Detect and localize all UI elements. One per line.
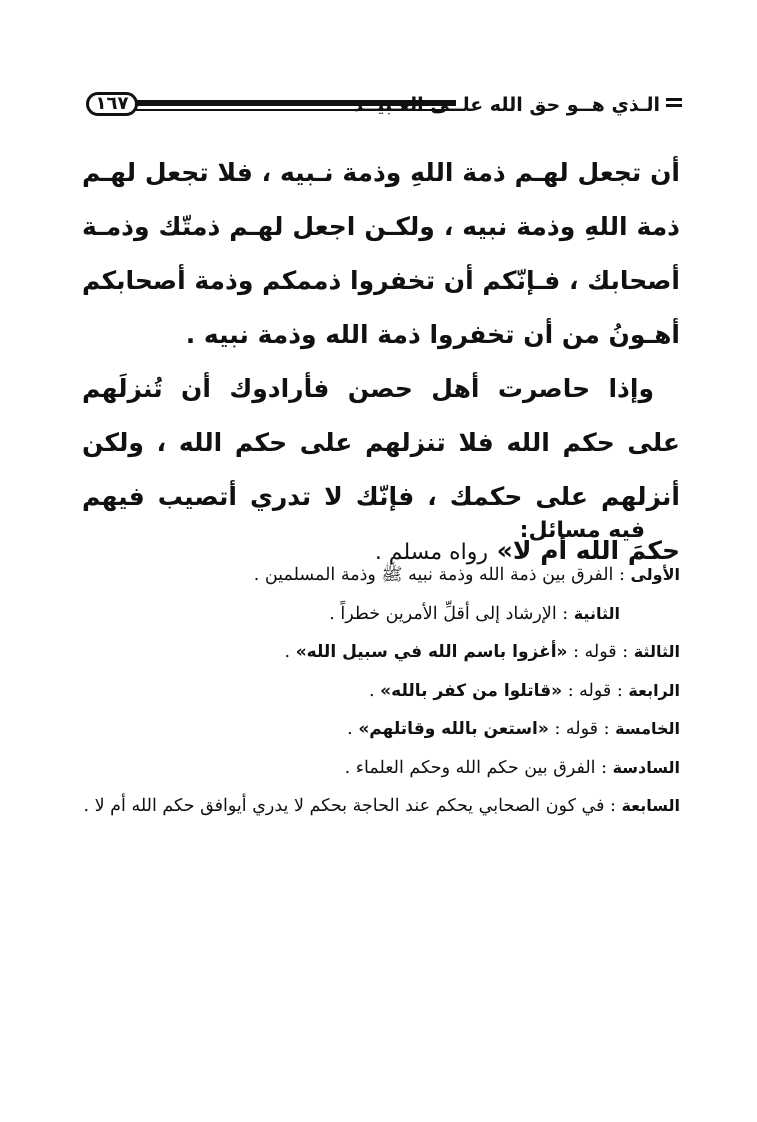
header-bullet-mark [666,98,682,110]
issue-quote: «استعن بالله وقاتلهم» [358,719,549,739]
issues-list [82,556,680,826]
hadith-paragraph-2 [82,362,680,580]
issue-text: : قوله : [554,719,610,739]
hadith-text [82,146,680,580]
issue-quote: «أغزوا باسم الله في سبيل الله» [295,642,568,662]
issue-label: الخامسة [615,719,680,738]
issue-quote: «قاتلوا من كفر بالله» [380,680,563,701]
issue-text: : في كون الصحابي يحكم عند الحاجة بحكم لا يدري أيوافق حكم الله أم لا . [83,796,616,816]
issue-item [82,749,680,788]
issue-text: : الإرشاد إلى أقلِّ الأمرين خطراً . [329,603,569,624]
issue-item [82,595,680,634]
issue-end: . [347,719,353,739]
issue-label: الثانية [573,603,620,623]
issue-end: . [284,642,291,662]
issue-text: : قوله : [573,642,629,662]
issue-item [82,710,680,749]
issue-item [82,787,680,826]
hadith-attribution: رواه مسلم . [374,540,489,565]
hadith-paragraph-1: أن تجعل لهـم ذمة اللهِ وذمة نـبيه ، فلا تجعل لهـم ذمة اللهِ وذمة نبيه ، ولكـن اجعل لهـم ذمتّك وذمـة أصحابك ، فـإنّكم أن تخفروا ذممكم وذمة أصحابكم أهـونُ من أن تخفروا ذمة الله وذمة نبيه . [82,158,680,349]
issue-item [82,556,680,595]
page-number-badge: ١٦٧ [86,92,138,116]
issue-text: : الفرق بين حكم الله وحكم العلماء . [344,757,607,778]
issue-text: : قوله : [567,680,623,701]
issue-item [82,633,680,672]
issue-item [82,672,680,711]
issues-heading: فيه مسائل: [519,518,645,543]
hadith-paragraph-2-text: وإذا حاصرت أهل حصن فأرادوك أن تُنزلَهم على حكم الله فلا تنزلهم على حكم الله ، ولكن أنزلهم على حكمك ، فإنّك لا تدري أتصيب فيهم حكمَ الله أم لا» [82,374,680,565]
running-title: الـذي هــو حق الله علــى العـبيــد [353,94,660,116]
issue-text: : الفرق بين ذمة الله وذمة نبيه ﷺ وذمة المسلمين . [253,565,625,585]
issue-label: الثالثة [633,642,680,661]
issue-label: السابعة [621,796,680,815]
issue-end: . [369,680,375,701]
issue-label: السادسة [612,757,680,777]
page-header [86,92,682,120]
issue-label: الرابعة [628,680,680,700]
issue-label: الأولى [630,565,680,584]
